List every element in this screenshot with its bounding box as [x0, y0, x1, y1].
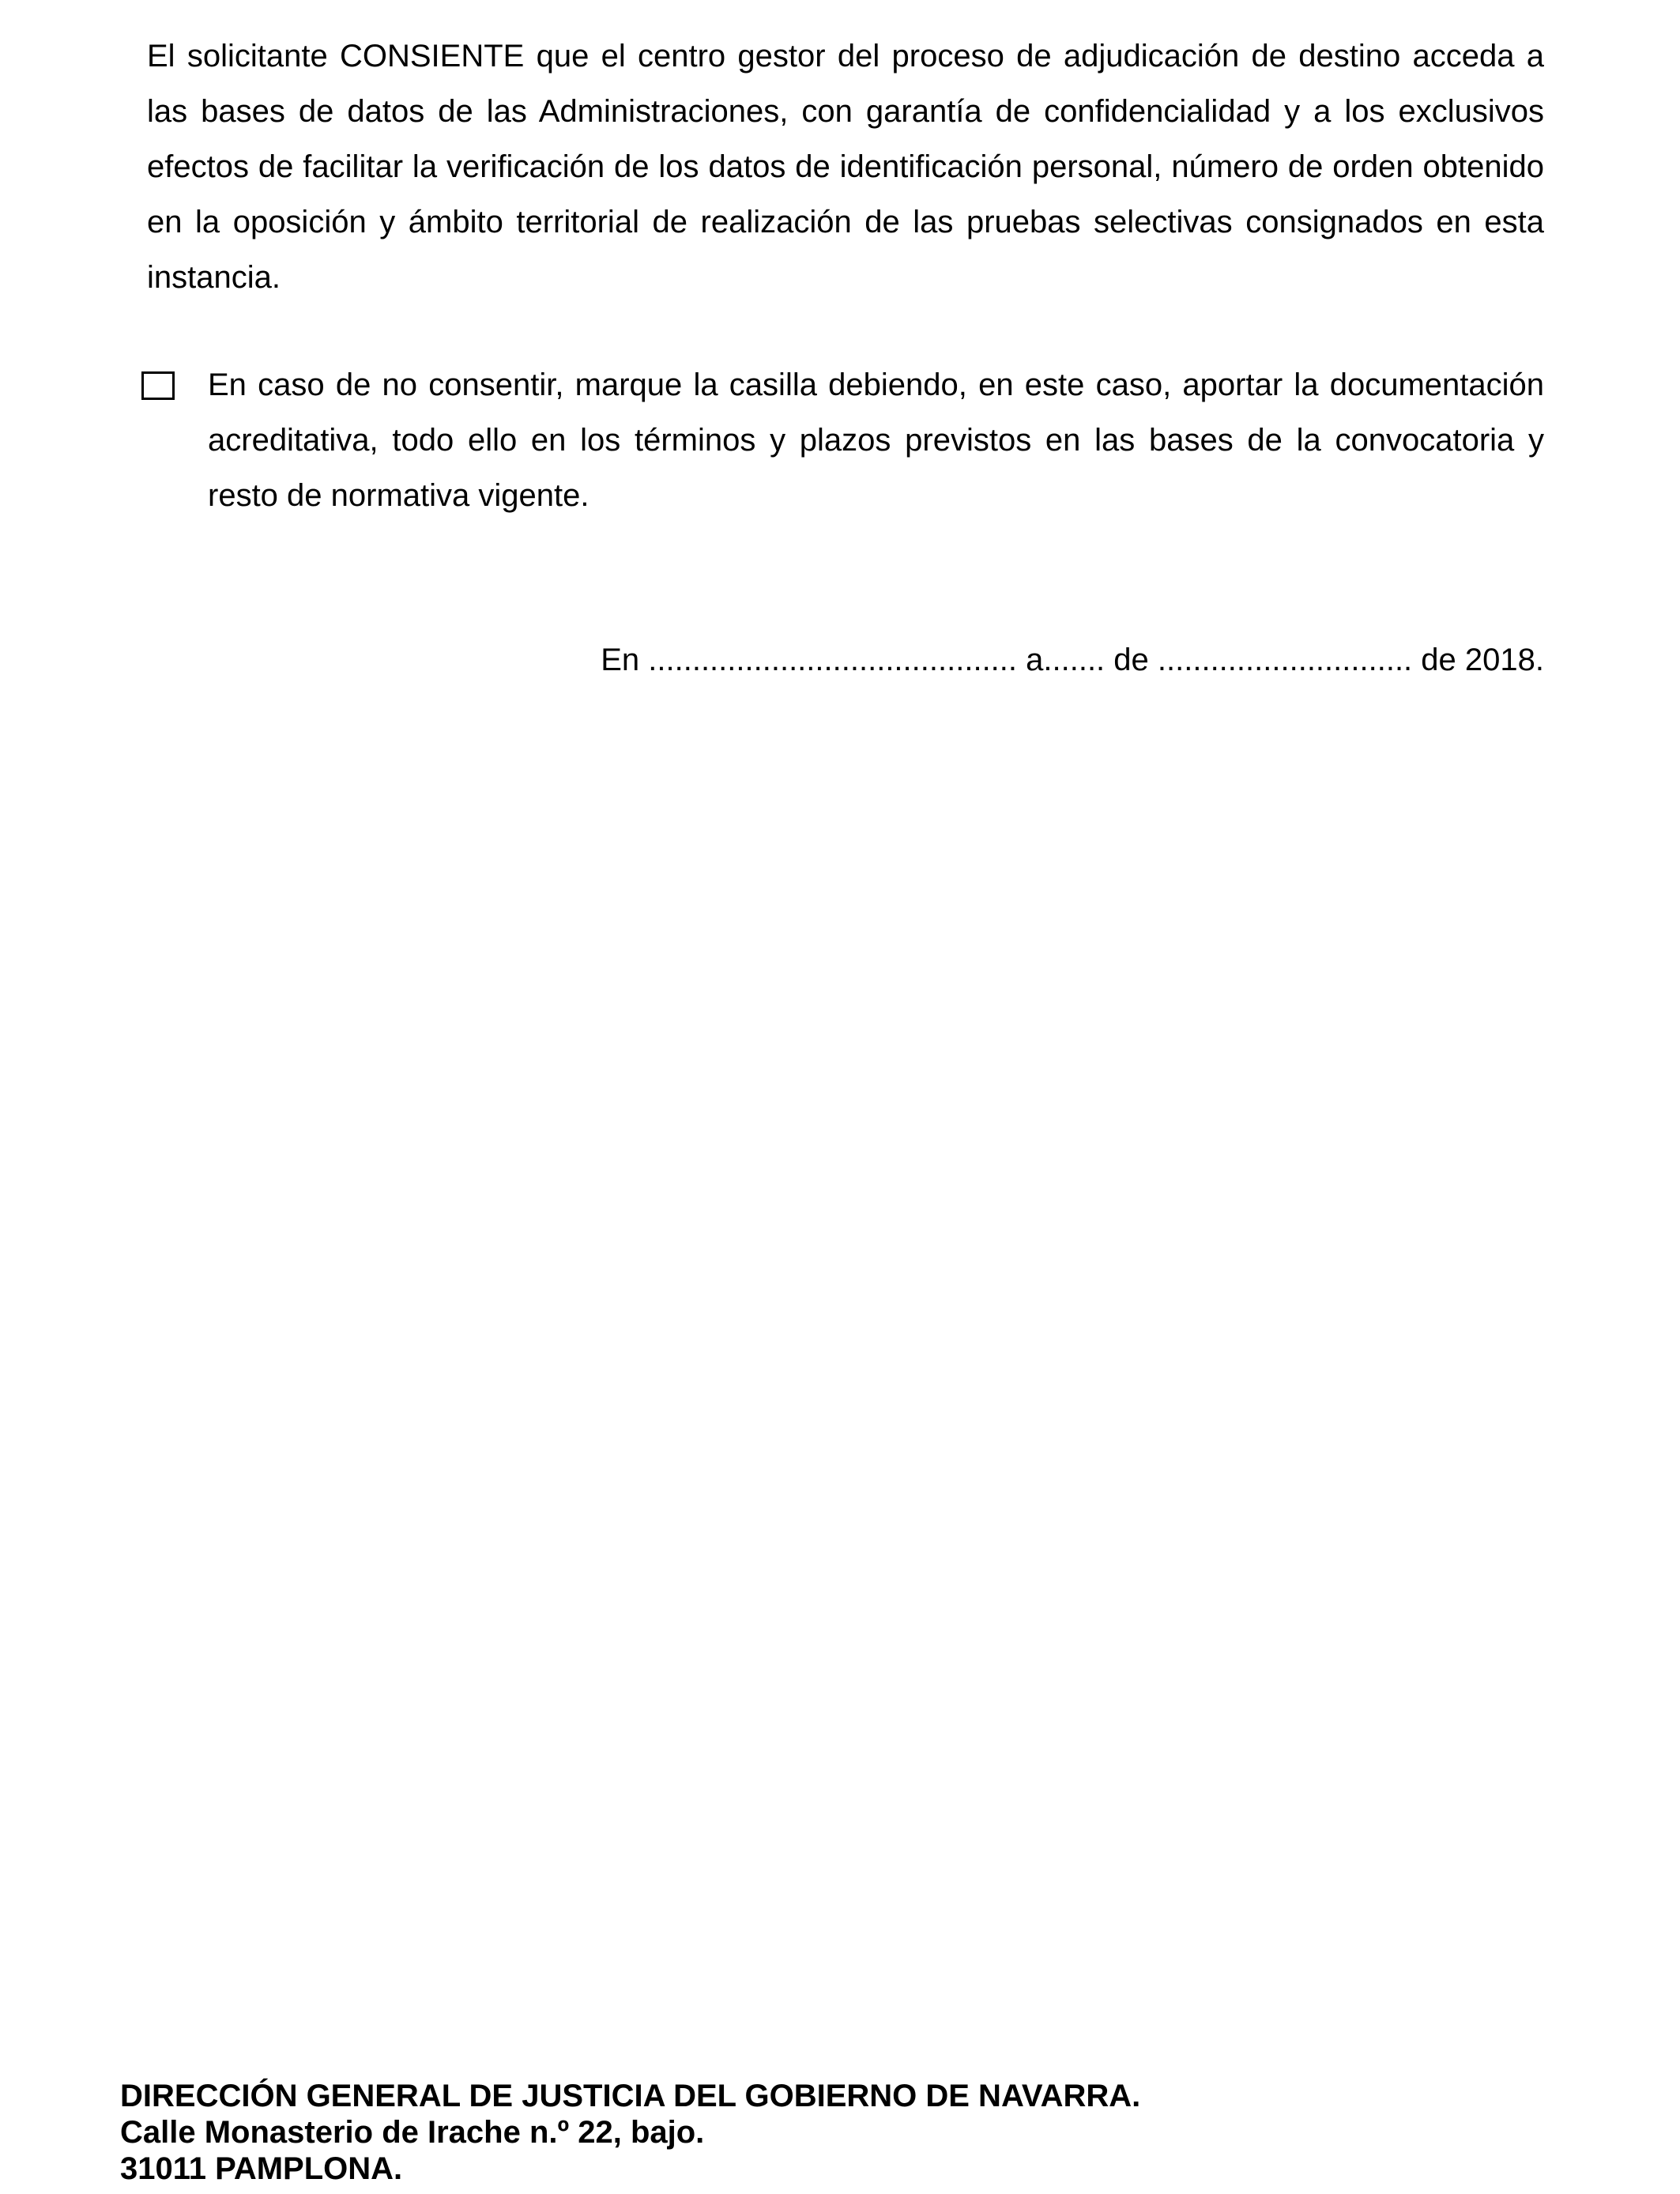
place-date-line: En .......................................... a....... de ............................. de 2018.: [601, 643, 1544, 677]
consent-paragraph: El solicitante CONSIENTE que el centro gestor del proceso de adjudicación de destino acceda a las bases de datos de las Administraciones, con garantía de confidencialidad y a los exclusivos efectos de facilitar la verificación de los datos de identificación personal, número de orden obtenido en la oposición y ámbito territorial de realización de las pruebas selectivas consignados en esta instancia.: [147, 39, 1544, 295]
footer-street: Calle Monasterio de Irache n.º 22, bajo.: [120, 2115, 705, 2150]
opt-out-checkbox[interactable]: [141, 371, 175, 400]
footer-address: [120, 2078, 1140, 2187]
footer-city: 31011 PAMPLONA.: [120, 2151, 403, 2186]
footer-organization: DIRECCIÓN GENERAL DE JUSTICIA DEL GOBIERNO DE NAVARRA.: [120, 2079, 1141, 2113]
opt-out-text: En caso de no consentir, marque la casilla debiendo, en este caso, aportar la documentación acreditativa, todo ello en los términos y plazos previstos en las bases de la convocatoria y resto de normativa vigente.: [208, 368, 1544, 513]
